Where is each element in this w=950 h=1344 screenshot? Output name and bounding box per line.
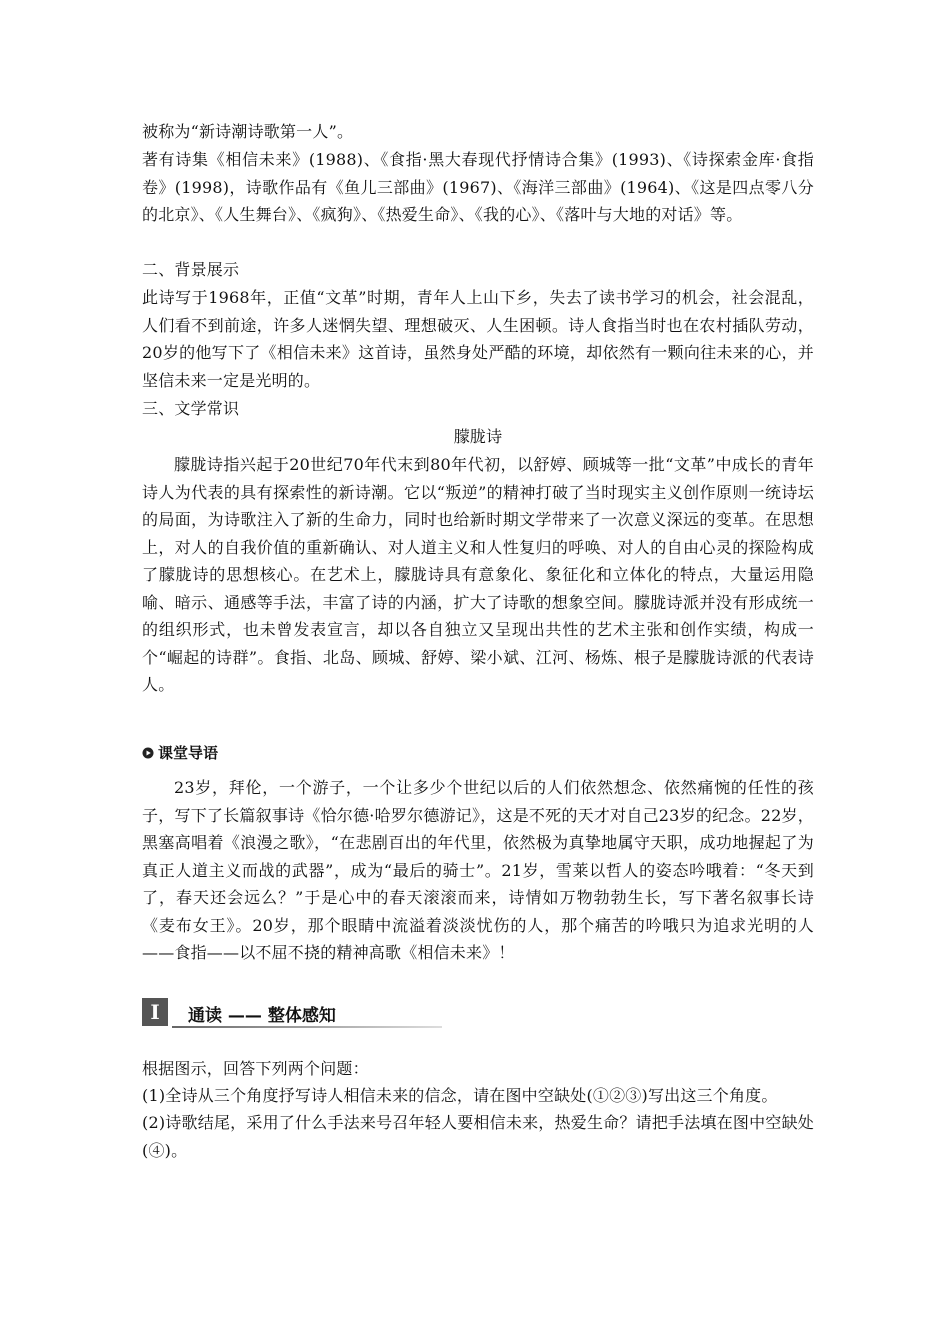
literature-heading: 三、文学常识 bbox=[142, 399, 240, 418]
play-circle-icon bbox=[142, 747, 154, 759]
section-banner bbox=[142, 998, 442, 1028]
background-text: 此诗写于1968年，正值“文革”时期，青年人上山下乡，失去了读书学习的机会，社会混乱，人们看不到前途，许多人迷惘失望、理想破灭、人生困顿。诗人食指当时也在农村插队劳动，20岁的他写下了《相信未来》这首诗，虽然身处严酷的环境，却依然有一颗向往未来的心，并坚信未来一定是光明的。 bbox=[142, 288, 814, 390]
intro-line: 被称为“新诗潮诗歌第一人”。 bbox=[142, 122, 354, 141]
classroom-heading-label: 课堂导语 bbox=[158, 744, 219, 762]
question-2: (2)诗歌结尾，采用了什么手法来号召年轻人要相信未来，热爱生命？请把手法填在图中空缺处(④)。 bbox=[142, 1113, 814, 1160]
question-1: (1)全诗从三个角度抒写诗人相信未来的信念，请在图中空缺处(①②③)写出这三个角度。 bbox=[142, 1086, 778, 1105]
section-title: 通读 —— 整体感知 bbox=[188, 1006, 336, 1026]
questions-intro: 根据图示，回答下列两个问题： bbox=[142, 1059, 369, 1078]
classroom-text: 23岁，拜伦，一个游子，一个让多少个世纪以后的人们依然想念、依然痛惋的任性的孩子，写下了长篇叙事诗《恰尔德·哈罗尔德游记》，这是不死的天才对自己23岁的纪念。22岁，黑塞高唱着《浪漫之歌》，“在悲剧百出的年代里，依然极为真挚地属守天职，成功地握起了为真正人道主义而战的武器”，成为“最后的骑士”。21岁，雪莱以哲人的姿态吟哦着：“冬天到了，春天还会远么？”于是心中的春天滚滚而来，诗情如万物勃勃生长，写下著名叙事长诗《麦布女王》。20岁，那个眼睛中流溢着淡淡忧伤的人，那个痛苦的吟哦只为追求光明的人——食指——以不屈不挠的精神高歌《相信未来》！ bbox=[142, 778, 814, 962]
section-numeral: I bbox=[142, 998, 168, 1026]
classroom-heading bbox=[142, 742, 218, 763]
literature-text: 朦胧诗指兴起于20世纪70年代末到80年代初，以舒婷、顾城等一批“文革”中成长的青年诗人为代表的具有探索性的新诗潮。它以“叛逆”的精神打破了当时现实主义创作原则一统诗坛的局面，为诗歌注入了新的生命力，同时也给新时期文学带来了一次意义深远的变革。在思想上，对人的自我价值的重新确认、对人道主义和人性复归的呼唤、对人的自由心灵的探险构成了朦胧诗的思想核心。在艺术上，朦胧诗具有意象化、象征化和立体化的特点，大量运用隐喻、暗示、通感等手法，丰富了诗的内涵，扩大了诗歌的想象空间。朦胧诗派并没有形成统一的组织形式，也未曾发表宣言，却以各自独立又呈现出共性的艺术主张和创作实绩，构成一个“崛起的诗群”。食指、北岛、顾城、舒婷、梁小斌、江河、杨炼、根子是朦胧诗派的代表诗人。 bbox=[142, 455, 814, 694]
intro-works: 著有诗集《相信未来》(1988)、《食指·黑大春现代抒情诗合集》(1993)、《诗探索金库·食指卷》(1998)，诗歌作品有《鱼儿三部曲》(1967)、《海洋三部曲》(1964)、《这是四点零八分的北京》、《人生舞台》、《疯狗》、《热爱生命》、《我的心》、《落叶与大地的对话》等。 bbox=[142, 150, 814, 224]
background-heading: 二、背景展示 bbox=[142, 260, 240, 279]
banner-underline bbox=[172, 1026, 442, 1028]
literature-subtitle: 朦胧诗 bbox=[453, 427, 503, 446]
